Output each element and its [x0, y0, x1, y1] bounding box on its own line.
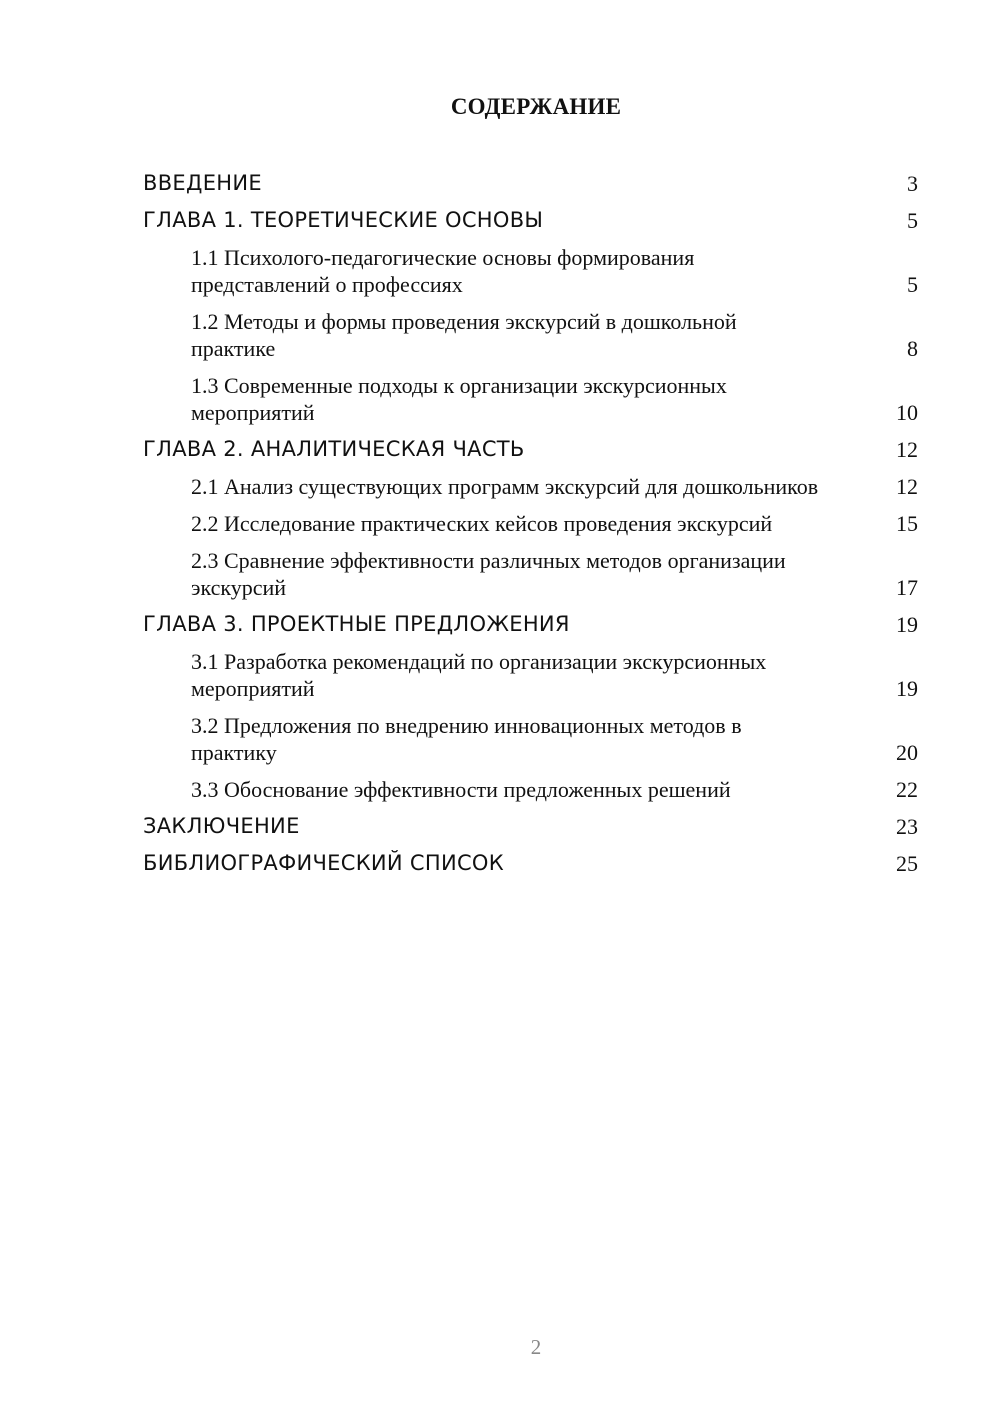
- toc-entry-page: 22: [896, 777, 918, 802]
- toc-entry-page: 19: [896, 676, 918, 701]
- toc-entry-text: ГЛАВА 1. ТЕОРЕТИЧЕСКИЕ ОСНОВЫ: [143, 208, 544, 232]
- toc-entry-section-1-3[interactable]: [143, 372, 918, 426]
- toc-entry-page: 8: [907, 336, 918, 361]
- toc-entry-section-1-1[interactable]: [143, 244, 918, 298]
- toc-entry-text: 2.2 Исследование практических кейсов проведения экскурсий: [191, 511, 773, 536]
- toc-entry-text: 3.3 Обоснование эффективности предложенных решений: [191, 777, 731, 802]
- toc-entry-page: 25: [896, 851, 918, 876]
- toc-entry-text: 3.1 Разработка рекомендаций по организации экскурсионных мероприятий: [191, 649, 767, 701]
- toc-entry-conclusion[interactable]: [143, 813, 918, 840]
- toc-entry-page: 17: [896, 575, 918, 600]
- page-number: 2: [530, 1335, 542, 1359]
- toc-entry-chapter-3[interactable]: [143, 611, 918, 638]
- toc-entry-introduction[interactable]: [143, 170, 918, 197]
- toc-entry-page: 23: [896, 814, 918, 839]
- toc-entry-text: 1.3 Современные подходы к организации экскурсионных мероприятий: [191, 373, 727, 425]
- toc-entry-bibliography[interactable]: [143, 850, 918, 877]
- toc-entry-text: 2.3 Сравнение эффективности различных методов организации экскурсий: [191, 548, 786, 600]
- toc-entry-section-3-1[interactable]: [143, 648, 918, 702]
- toc-entry-page: 3: [907, 171, 918, 196]
- toc-entry-page: 20: [896, 740, 918, 765]
- toc-entry-page: 15: [896, 511, 918, 536]
- table-of-contents: [143, 170, 918, 887]
- toc-entry-section-2-3[interactable]: [143, 547, 918, 601]
- toc-entry-text: 2.1 Анализ существующих программ экскурсий для дошкольников: [191, 474, 819, 499]
- toc-entry-section-3-2[interactable]: [143, 712, 918, 766]
- toc-entry-text: ЗАКЛЮЧЕНИЕ: [143, 814, 300, 838]
- toc-entry-section-3-3[interactable]: [143, 776, 918, 803]
- toc-entry-text: ВВЕДЕНИЕ: [143, 171, 262, 195]
- toc-entry-chapter-2[interactable]: [143, 436, 918, 463]
- toc-entry-section-2-1[interactable]: [143, 473, 918, 500]
- page-title: СОДЕРЖАНИЕ: [450, 94, 622, 119]
- toc-entry-page: 12: [896, 437, 918, 462]
- toc-entry-page: 5: [907, 208, 918, 233]
- toc-entry-page: 19: [896, 612, 918, 637]
- toc-entry-chapter-1[interactable]: [143, 207, 918, 234]
- toc-entry-section-2-2[interactable]: [143, 510, 918, 537]
- toc-entry-text: БИБЛИОГРАФИЧЕСКИЙ СПИСОК: [143, 851, 504, 875]
- toc-entry-page: 5: [907, 272, 918, 297]
- toc-entry-page: 12: [896, 474, 918, 499]
- toc-entry-text: ГЛАВА 2. АНАЛИТИЧЕСКАЯ ЧАСТЬ: [143, 437, 525, 461]
- toc-entry-text: 1.2 Методы и формы проведения экскурсий в дошкольной практике: [191, 309, 737, 361]
- toc-entry-text: 3.2 Предложения по внедрению инновационных методов в практику: [191, 713, 742, 765]
- toc-entry-page: 10: [896, 400, 918, 425]
- toc-entry-section-1-2[interactable]: [143, 308, 918, 362]
- toc-entry-text: 1.1 Психолого-педагогические основы формирования представлений о профессиях: [191, 245, 695, 297]
- toc-entry-text: ГЛАВА 3. ПРОЕКТНЫЕ ПРЕДЛОЖЕНИЯ: [143, 612, 570, 636]
